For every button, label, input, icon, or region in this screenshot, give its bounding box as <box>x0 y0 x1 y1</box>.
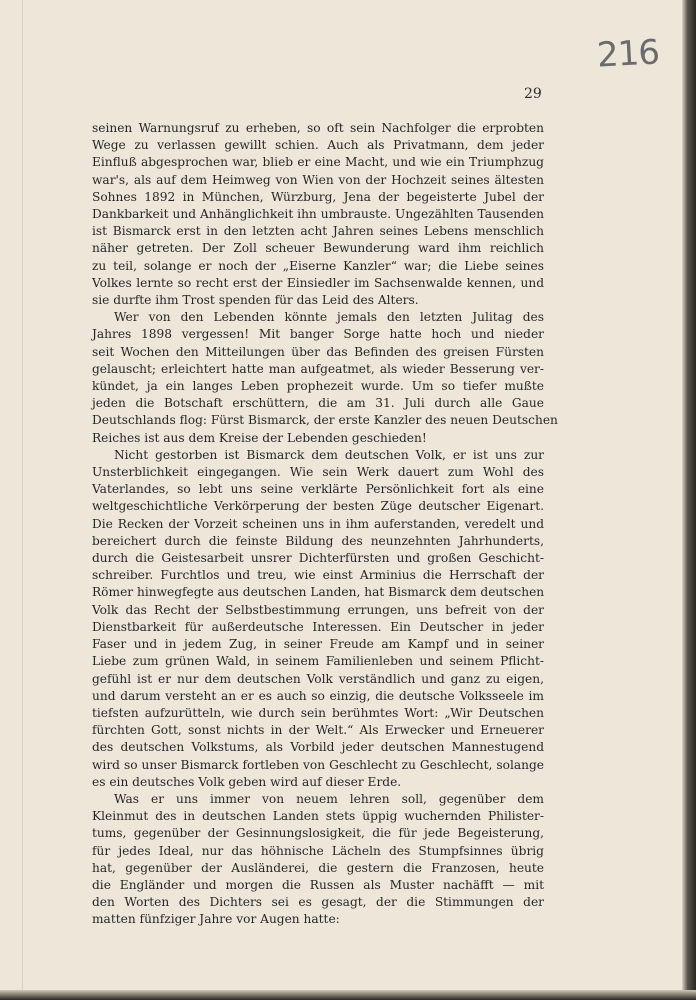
text-line: seinen Warnungsruf zu erheben, so oft sein Nachfolger die erprobten <box>92 121 544 135</box>
paragraph <box>92 309 558 447</box>
text-line: Dienstbarkeit für außerdeutsche Interessen. Ein Deutscher in jeder <box>92 619 544 634</box>
text-line: jeden die Botschaft erschüttern, die am 31. Juli durch alle Gaue <box>92 396 544 411</box>
text-line: Volkes lernte so recht erst der Einsiedler im Sachsenwalde kennen, und <box>92 275 544 290</box>
text-line: war's, als auf dem Heimweg von Wien von der Hochzeit seines ältesten <box>92 172 544 187</box>
text-line: sie durfte ihm Trost spenden für das Leid des Alters. <box>92 293 419 308</box>
body-text <box>92 120 558 929</box>
text-line: kündet, ja ein langes Leben prophezeit wurde. Um so tiefer mußte <box>92 379 544 394</box>
text-line: des deutschen Volkstums, als Vorbild jeder deutschen Mannestugend <box>92 740 544 755</box>
scan-margin-right <box>682 0 696 1000</box>
scan-margin-bottom <box>0 990 696 1000</box>
text-line: durch die Geistesarbeit unsrer Dichterfürsten und großen Geschicht- <box>92 551 544 566</box>
text-line: seit Wochen den Mitteilungen über das Befinden des greisen Fürsten <box>92 344 544 359</box>
text-line: Vaterlandes, so lebt uns seine verklärte Persönlichkeit fort als eine <box>92 482 544 497</box>
text-line: weltgeschichtliche Verkörperung der besten Züge deutscher Eigenart. <box>92 499 544 514</box>
text-line: Nicht gestorben ist Bismarck dem deutschen Volk, er ist uns zur <box>114 447 544 462</box>
text-line: es ein deutsches Volk geben wird auf dieser Erde. <box>92 774 402 789</box>
paragraph <box>92 791 544 929</box>
text-line: tiefsten aufzurütteln, wie durch sein berühmtes Wort: „Wir Deutschen <box>92 705 544 720</box>
text-line: tums, gegenüber der Gesinnungslosigkeit, die für jede Begeisterung, <box>92 826 544 841</box>
text-line: fürchten Gott, sonst nichts in der Welt.“ Als Erwecker und Erneuerer <box>92 723 544 738</box>
text-line: Dankbarkeit und Anhänglichkeit ihn umbrauste. Ungezählten Tausenden <box>92 207 544 222</box>
handwritten-folio-mark: 216 <box>595 32 660 76</box>
text-line: Kleinmut des in deutschen Landen stets üppig wuchernden Philister- <box>92 809 544 824</box>
text-line: Römer hinwegfegte aus deutschen Landen, hat Bismarck dem deutschen <box>92 585 545 600</box>
text-line: für jedes Ideal, nur das höhnische Lächeln des Stumpfsinnes übrig <box>92 843 544 858</box>
paragraph <box>92 120 544 309</box>
text-line: und darum versteht an er es auch so einzig, die deutsche Volksseele im <box>92 688 544 703</box>
text-line: Die Recken der Vorzeit scheinen uns in ihm auferstanden, veredelt und <box>92 516 544 531</box>
text-line: matten fünfziger Jahre vor Augen hatte: <box>92 912 340 927</box>
text-line: zu teil, solange er noch der „Eiserne Kanzler“ war; die Liebe seines <box>92 258 544 273</box>
text-line: ist Bismarck erst in den letzten acht Jahren seines Lebens menschlich <box>92 224 544 239</box>
text-line: Wege zu verlassen gewillt schien. Auch als Privatmann, dem jeder <box>92 138 544 153</box>
text-line: Jahres 1898 vergessen! Mit banger Sorge hatte hoch und nieder <box>92 327 544 342</box>
text-line: gefühl ist er nur dem deutschen Volk verständlich und ganz zu eigen, <box>92 671 544 686</box>
text-line: Liebe zum grünen Wald, in seinem Familienleben und seinem Pflicht- <box>92 654 544 669</box>
text-line: Was er uns immer von neuem lehren soll, gegenüber dem <box>114 791 544 806</box>
text-line: Sohnes 1892 in München, Würzburg, Jena der begeisterte Jubel der <box>92 189 544 204</box>
text-line: gelauscht; erleichtert hatte man aufgeatmet, als wieder Besserung ver- <box>92 361 544 376</box>
text-line: Reiches ist aus dem Kreise der Lebenden geschieden! <box>92 430 427 445</box>
text-line: näher getreten. Der Zoll scheuer Bewunderung ward ihm reichlich <box>92 241 544 256</box>
paragraph <box>92 447 544 791</box>
text-line: schreiber. Furchtlos und treu, wie einst Arminius die Herrschaft der <box>92 568 544 583</box>
text-line: bereichert durch die feinste Bildung des neunzehnten Jahrhunderts, <box>92 533 544 548</box>
text-line: Deutschlands flog: Fürst Bismarck, der erste Kanzler des neuen Deutschen <box>92 413 558 428</box>
text-line: Unsterblichkeit eingegangen. Wie sein Werk dauert zum Wohl des <box>92 465 544 480</box>
text-line: hat, gegenüber der Ausländerei, die gestern die Franzosen, heute <box>92 860 544 875</box>
text-line: Volk das Recht der Selbstbestimmung errungen, uns befreit von der <box>92 602 544 617</box>
text-line: Faser und in jedem Zug, in seiner Freude am Kampf und in seiner <box>92 637 544 652</box>
text-line: wird so unser Bismarck fortleben von Geschlecht zu Geschlecht, solange <box>92 757 544 772</box>
text-line: Einfluß abgesprochen war, blieb er eine Macht, und wie ein Triumphzug <box>92 155 544 170</box>
text-line: Wer von den Lebenden könnte jemals den letzten Julitag des <box>114 310 544 325</box>
text-line: den Worten des Dichters sei es gesagt, der die Stimmungen der <box>92 895 544 910</box>
text-line: die Engländer und morgen die Russen als Muster nachäfft — mit <box>92 877 544 892</box>
page-number: 29 <box>524 86 542 102</box>
